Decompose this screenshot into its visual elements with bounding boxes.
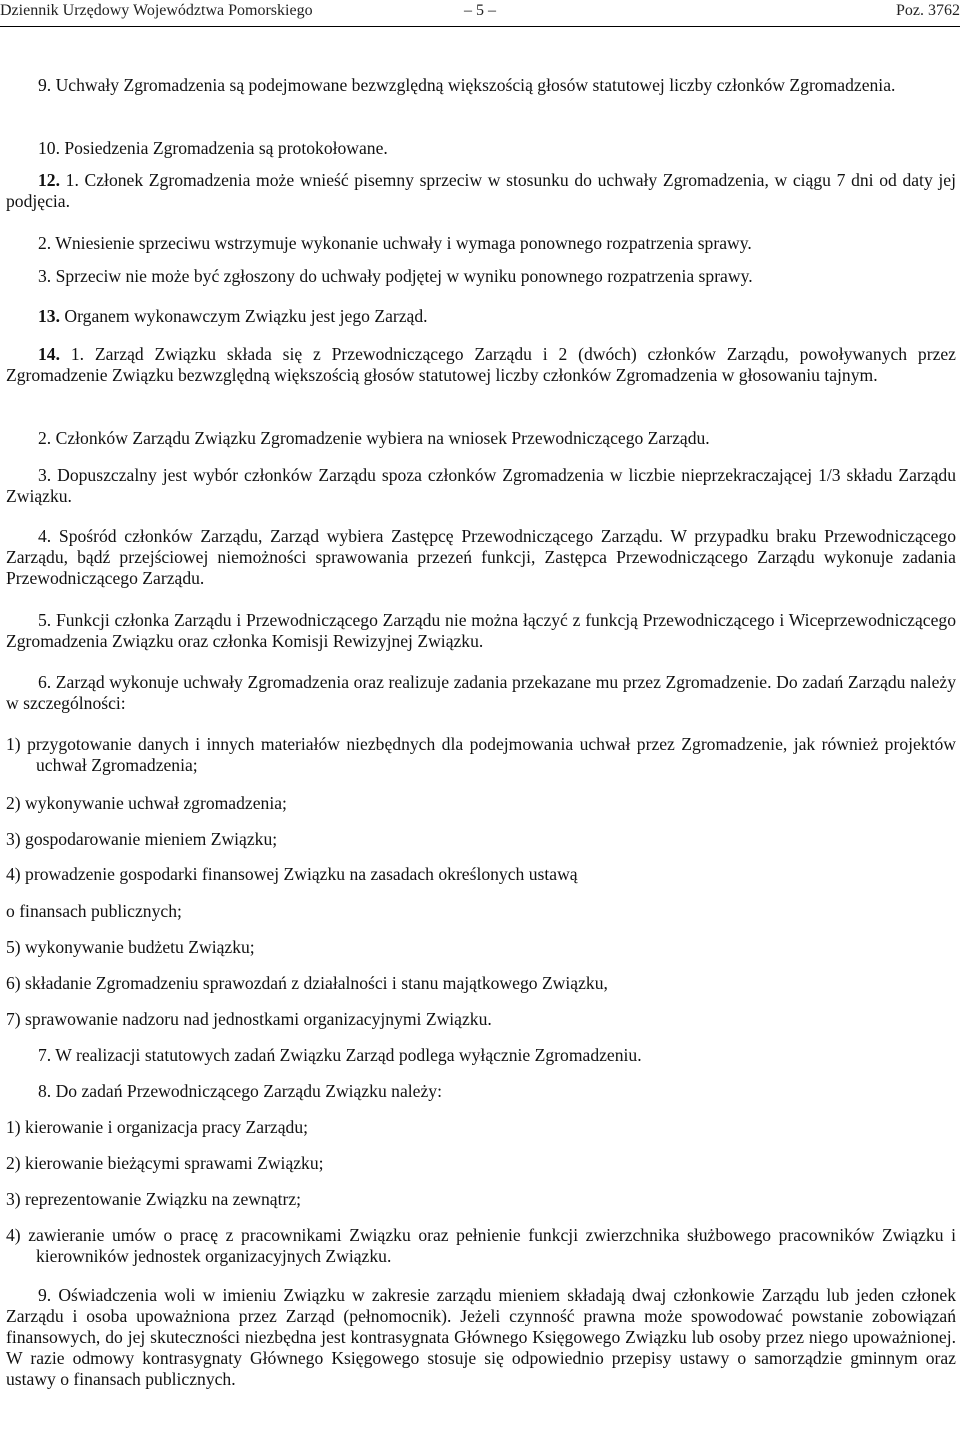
paragraph-14-7: 7. W realizacji statutowych zadań Związku Zarząd podlega wyłącznie Zgromadzeniu. <box>38 1045 642 1065</box>
paragraph-14-9: 9. Oświadczenia woli w imieniu Związku w zakresie zarządu mieniem składają dwaj członkowie Zarządu lub jeden członek Zarządu i osoba upoważniona przez Zarząd (pełnomocnik). Jeżeli czynność prawna może spowodować powstanie zobowiązań finansowych, do jej skuteczności niezbędna jest kontrasygnata Głównego Księgowego Związku lub osoby przez niego upoważnionej. W razie odmowy kontrasygnaty Głównego Księgowego stosuje się odpowiednio przepisy ustawy o samorządzie gminnym oraz ustawy o finansach publicznych. <box>6 1285 956 1389</box>
paragraph-13 <box>6 306 956 327</box>
journal-title: Dziennik Urzędowy Województwa Pomorskiego <box>0 2 313 19</box>
paragraph-12-2: 2. Wniesienie sprzeciwu wstrzymuje wykonanie uchwały i wymaga ponownego rozpatrzenia sprawy. <box>38 233 752 253</box>
page-number: – 5 – <box>464 2 496 19</box>
paragraph-11-10: 10. Posiedzenia Zgromadzenia są protokołowane. <box>38 138 388 158</box>
paragraph-14-4: 4. Spośród członków Zarządu, Zarząd wybiera Zastępcę Przewodniczącego Zarządu. W przypadku braku Przewodniczącego Zarządu, bądź przejściowej niemożności sprawowania przezeń funkcji, Zastępca Przewodniczącego Zarządu wykonuje zadania Przewodniczącego Zarządu. <box>6 526 956 588</box>
section-14-number: 14. <box>38 344 60 364</box>
list-item: 2) wykonywanie uchwał zgromadzenia; <box>6 793 287 813</box>
list-item-continuation: o finansach publicznych; <box>6 901 182 921</box>
paragraph-14-8: 8. Do zadań Przewodniczącego Zarządu Związku należy: <box>38 1081 442 1101</box>
list-item: 4) zawieranie umów o pracę z pracownikami Związku oraz pełnienie funkcji zwierzchnika służbowego pracowników Związku i kierowników jednostek organizacyjnych Związku. <box>6 1225 956 1266</box>
paragraph-14-6: 6. Zarząd wykonuje uchwały Zgromadzenia oraz realizuje zadania przekazane mu przez Zgromadzenie. Do zadań Zarządu należy w szczególności: <box>6 672 956 713</box>
paragraph-12-3: 3. Sprzeciw nie może być zgłoszony do uchwały podjętej w wyniku ponownego rozpatrzenia sprawy. <box>38 266 753 286</box>
list-item: 2) kierowanie bieżącymi sprawami Związku; <box>6 1153 324 1173</box>
list-item: 3) reprezentowanie Związku na zewnątrz; <box>6 1189 302 1209</box>
section-12-number: 12. <box>38 170 60 190</box>
list-item: 6) składanie Zgromadzeniu sprawozdań z działalności i stanu majątkowego Związku, <box>6 973 608 993</box>
paragraph-11-9: 9. Uchwały Zgromadzenia są podejmowane bezwzględną większością głosów statutowej liczby członków Zgromadzenia. <box>38 75 896 95</box>
list-item: 5) wykonywanie budżetu Związku; <box>6 937 255 957</box>
list-item: 1) kierowanie i organizacja pracy Zarządu; <box>6 1117 309 1137</box>
section-14-text-1: 1. Zarząd Związku składa się z Przewodniczącego Zarządu i 2 (dwóch) członków Zarządu, powoływanych przez Zgromadzenie Związku bezwzględną większością głosów statutowej liczby członków Zgromadzenia w głosowaniu tajnym. <box>6 344 956 385</box>
list-item: 4) prowadzenie gospodarki finansowej Związku na zasadach określonych ustawą <box>6 864 578 884</box>
paragraph-14-5: 5. Funkcji członka Zarządu i Przewodniczącego Zarządu nie można łączyć z funkcją Przewodniczącego i Wiceprzewodniczącego Zgromadzenia Związku oraz członka Komisji Rewizyjnej Związku. <box>6 610 956 651</box>
section-13-text: Organem wykonawczym Związku jest jego Zarząd. <box>64 306 428 326</box>
list-item: 3) gospodarowanie mieniem Związku; <box>6 829 278 849</box>
list-item: 1) przygotowanie danych i innych materiałów niezbędnych dla podejmowania uchwał przez Zgromadzenie, jak również projektów uchwał Zgromadzenia; <box>6 734 956 775</box>
list-item: 7) sprawowanie nadzoru nad jednostkami organizacyjnymi Związku. <box>6 1009 492 1029</box>
position-number: Poz. 3762 <box>896 2 960 19</box>
paragraph-14-2: 2. Członków Zarządu Związku Zgromadzenie wybiera na wniosek Przewodniczącego Zarządu. <box>38 428 710 448</box>
header-rule <box>0 26 960 27</box>
section-12-text-1: 1. Członek Zgromadzenia może wnieść pisemny sprzeciw w stosunku do uchwały Zgromadzenia, w ciągu 7 dni od daty jej podjęcia. <box>6 170 956 211</box>
paragraph-12-1 <box>6 170 956 212</box>
paragraph-14-1 <box>6 344 956 386</box>
paragraph-14-3: 3. Dopuszczalny jest wybór członków Zarządu spoza członków Zgromadzenia w liczbie nieprzekraczającej 1/3 składu Zarządu Związku. <box>6 465 956 506</box>
section-13-number: 13. <box>38 306 60 326</box>
